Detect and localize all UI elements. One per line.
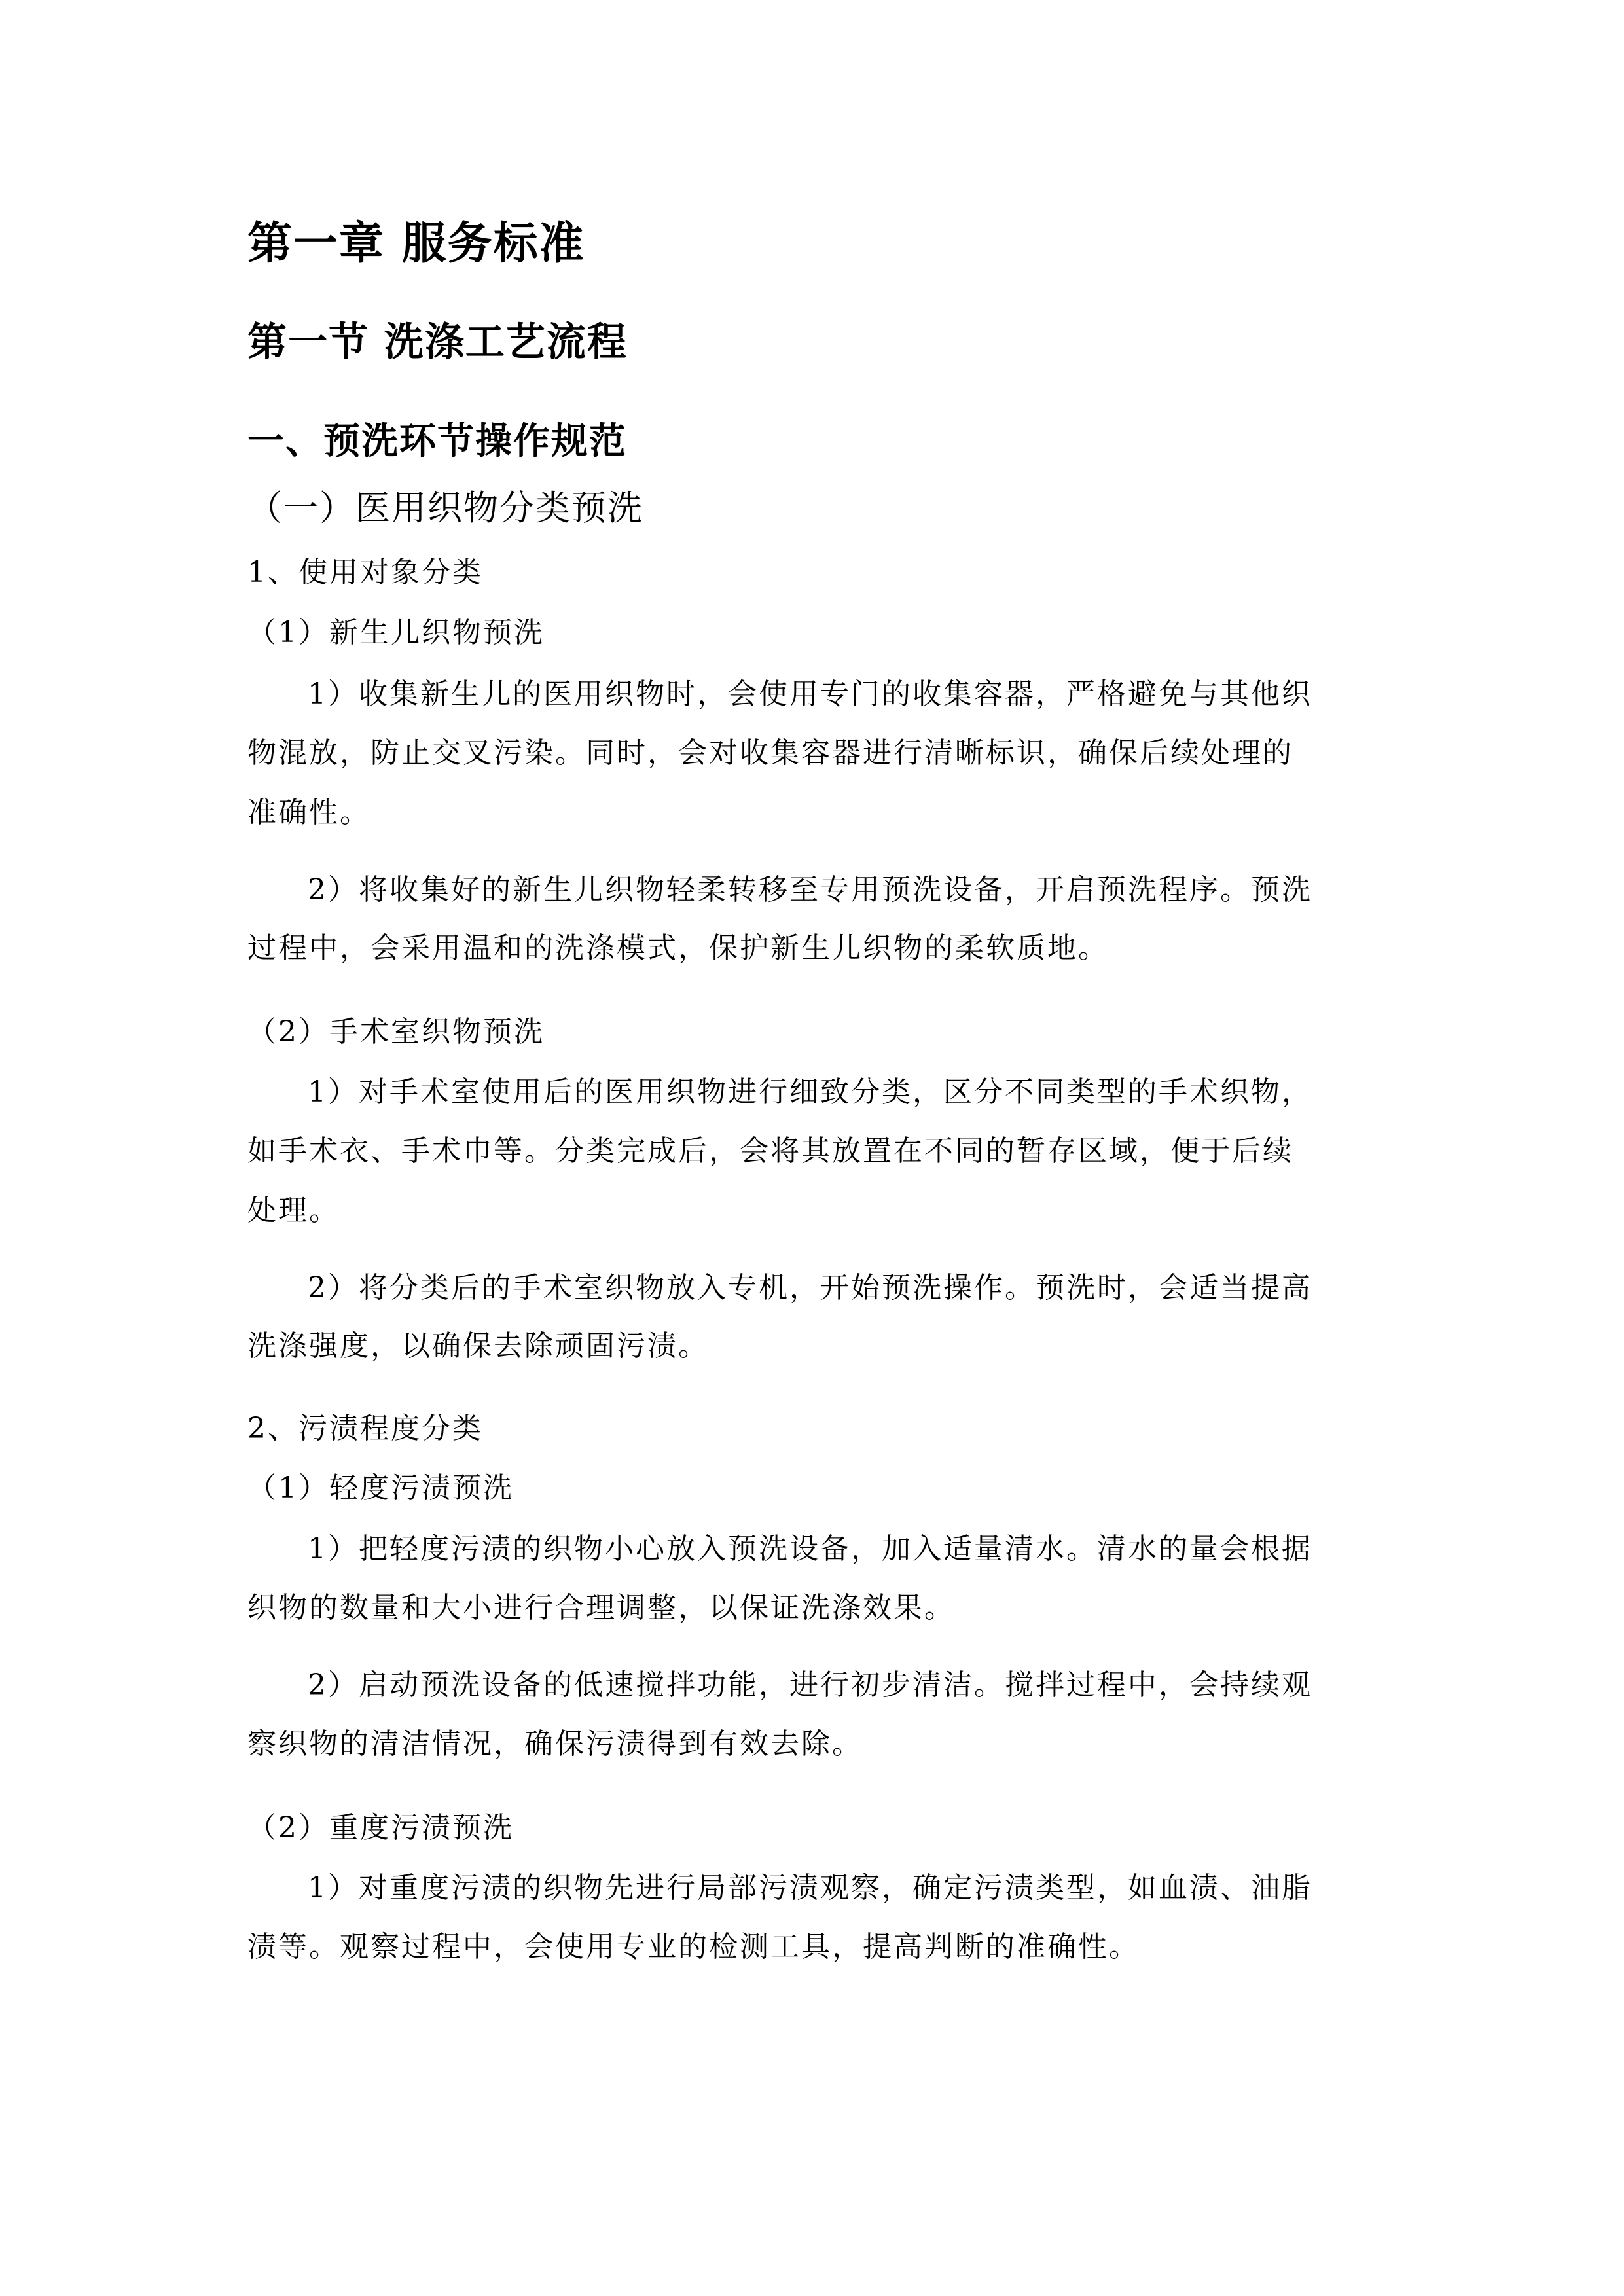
paragraph-line: 如手术衣、手术巾等。分类完成后，会将其放置在不同的暂存区域，便于后续	[247, 1134, 1293, 1168]
paragraph-line: 2）启动预洗设备的低速搅拌功能，进行初步清洁。搅拌过程中，会持续观	[308, 1668, 1312, 1702]
surgery-title: （2）手术室织物预洗	[247, 1015, 545, 1049]
newborn-title: （1）新生儿织物预洗	[247, 616, 545, 649]
subsubsection-title: （一）医用织物分类预洗	[247, 488, 643, 528]
paragraph-line: 察织物的清洁情况，确保污渍得到有效去除。	[247, 1727, 863, 1761]
paragraph-line: 1）收集新生儿的医用织物时，会使用专门的收集容器，严格避免与其他织	[308, 677, 1312, 711]
paragraph-line: 洗涤强度，以确保去除顽固污渍。	[247, 1329, 709, 1363]
paragraph-line: 物混放，防止交叉污染。同时，会对收集容器进行清晰标识，确保后续处理的	[247, 736, 1293, 770]
paragraph-line: 1）把轻度污渍的织物小心放入预洗设备，加入适量清水。清水的量会根据	[308, 1532, 1312, 1566]
part1-title: 1、使用对象分类	[247, 556, 483, 589]
paragraph-line: 渍等。观察过程中，会使用专业的检测工具，提高判断的准确性。	[247, 1930, 1140, 1964]
paragraph-line: 1）对重度污渍的织物先进行局部污渍观察，确定污渍类型，如血渍、油脂	[308, 1871, 1312, 1905]
paragraph-line: 1）对手术室使用后的医用织物进行细致分类，区分不同类型的手术织物，	[308, 1075, 1312, 1109]
chapter-title: 第一章 服务标准	[247, 218, 585, 270]
paragraph-line: 处理。	[247, 1194, 340, 1227]
paragraph-line: 过程中，会采用温和的洗涤模式，保护新生儿织物的柔软质地。	[247, 931, 1109, 965]
paragraph-line: 准确性。	[247, 796, 370, 829]
paragraph-line: 织物的数量和大小进行合理调整，以保证洗涤效果。	[247, 1591, 955, 1624]
part2-title: 2、污渍程度分类	[247, 1412, 483, 1445]
paragraph-line: 2）将分类后的手术室织物放入专机，开始预洗操作。预洗时，会适当提高	[308, 1271, 1312, 1304]
light-title: （1）轻度污渍预洗	[247, 1471, 514, 1505]
subsection-title: 一、预洗环节操作规范	[247, 420, 627, 463]
section-title: 第一节 洗涤工艺流程	[247, 319, 628, 365]
heavy-title: （2）重度污渍预洗	[247, 1811, 514, 1844]
paragraph-line: 2）将收集好的新生儿织物轻柔转移至专用预洗设备，开启预洗程序。预洗	[308, 873, 1312, 906]
